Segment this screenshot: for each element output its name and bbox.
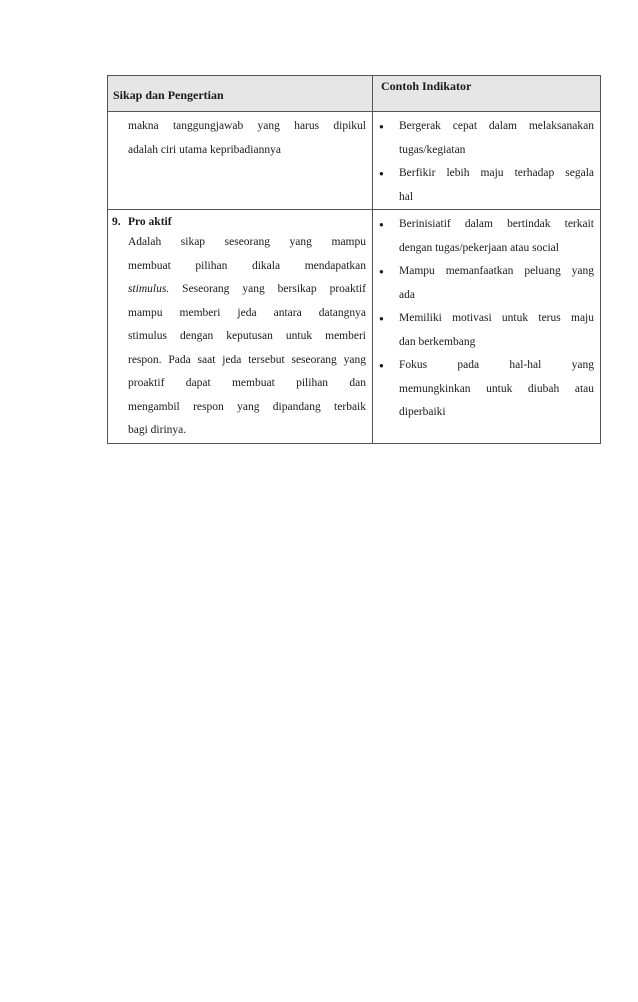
text-line: ada xyxy=(399,288,415,301)
list-item xyxy=(377,354,594,425)
text-line: memungkinkan untuk diubah atau xyxy=(399,382,594,395)
text-line: respon. Pada saat jeda tersebut seseorang yang xyxy=(128,353,366,366)
text-line: tugas/kegiatan xyxy=(399,143,466,156)
text-line: Berinisiatif dalam bertindak terkait xyxy=(399,218,594,230)
bullet-icon: ● xyxy=(379,361,384,370)
item-title-text: Pro aktif xyxy=(128,216,172,228)
attitude-cell xyxy=(108,112,373,210)
list-item xyxy=(377,213,594,260)
text-line: proaktif dapat membuat pilihan dan xyxy=(128,377,366,389)
header-label-indicator: Contoh Indikator xyxy=(381,79,472,93)
text-line: dan berkembang xyxy=(399,335,476,348)
text-line: diperbaiki xyxy=(399,406,446,418)
list-item xyxy=(377,162,594,209)
bullet-icon: ● xyxy=(379,314,384,323)
list-item xyxy=(377,307,594,354)
text-line: mampu memberi jeda antara datangnya xyxy=(128,306,366,319)
content-table xyxy=(107,75,601,444)
text-line: membuat pilihan dikala mendapatkan xyxy=(128,259,366,272)
list-item xyxy=(377,115,594,162)
text-line: adalah ciri utama kepribadiannya xyxy=(128,143,281,156)
table-header-row xyxy=(108,76,601,112)
text-line: Berfikir lebih maju terhadap segala xyxy=(399,167,594,179)
item-number: 9. xyxy=(112,216,121,228)
attitude-description xyxy=(112,231,366,443)
indicator-list xyxy=(377,213,594,425)
indicator-cell xyxy=(373,210,601,444)
bullet-icon: ● xyxy=(379,267,384,276)
table-row xyxy=(108,112,601,210)
text-line: Fokus pada hal-hal yang xyxy=(399,359,594,371)
bullet-icon: ● xyxy=(379,220,384,229)
text-line: mengambil respon yang dipandang terbaik xyxy=(128,400,366,413)
text-line: Bergerak cepat dalam melaksanakan xyxy=(399,120,594,132)
attitude-title xyxy=(112,213,366,231)
text-line: stimulus dengan keputusan untuk memberi xyxy=(128,330,366,342)
text-line: Mampu memanfaatkan peluang yang xyxy=(399,265,594,277)
text-line: bagi dirinya. xyxy=(128,424,187,436)
header-cell-indicator xyxy=(373,76,601,112)
header-cell-attitude xyxy=(108,76,373,112)
list-item xyxy=(377,260,594,307)
attitude-cell xyxy=(108,210,373,444)
bullet-icon: ● xyxy=(379,169,384,178)
header-label-attitude: Sikap dan Pengertian xyxy=(113,88,224,102)
bullet-icon: ● xyxy=(379,122,384,131)
text-line: dengan tugas/pekerjaan atau social xyxy=(399,241,559,254)
text-line: hal xyxy=(399,190,414,203)
table-row xyxy=(108,210,601,444)
italic-term: stimulus. xyxy=(128,283,170,295)
attitude-description xyxy=(112,115,366,162)
indicator-list xyxy=(377,115,594,209)
text-line: makna tanggungjawab yang harus dipikul xyxy=(128,120,366,132)
text-line xyxy=(128,278,366,302)
text-line: Adalah sikap seseorang yang mampu xyxy=(128,236,366,248)
indicator-cell xyxy=(373,112,601,210)
text-fragment: Seseorang yang bersikap proaktif xyxy=(169,283,366,295)
text-line: Memiliki motivasi untuk terus maju xyxy=(399,312,594,324)
